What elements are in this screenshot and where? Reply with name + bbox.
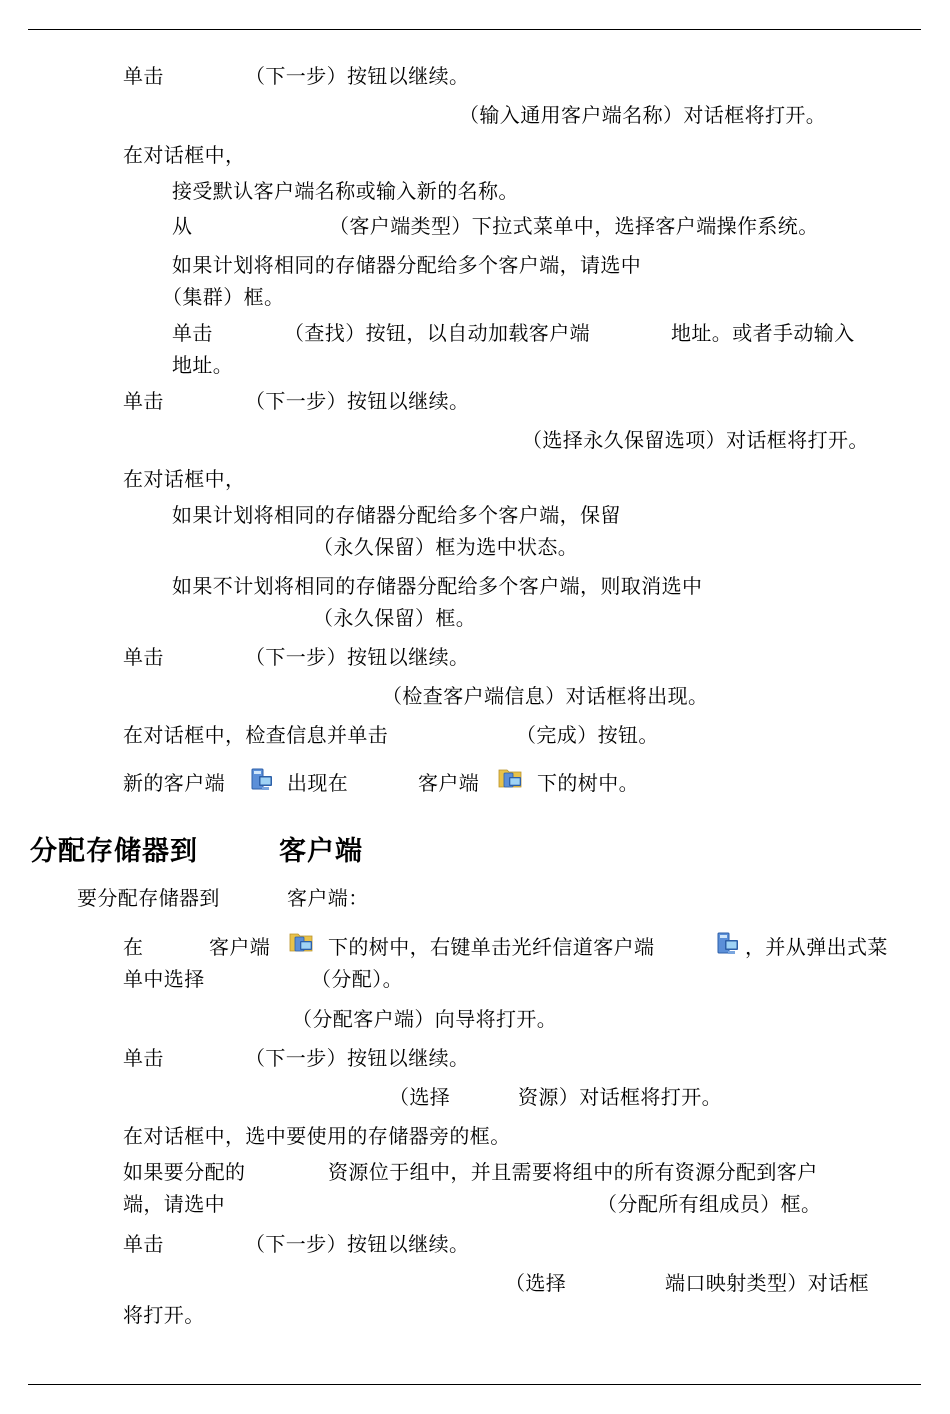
resource-in-group-1: 如果要分配的 <box>123 1160 246 1184</box>
client-type-dropdown-text: （客户端类型）下拉式菜单中，选择客户端操作系统。 <box>329 214 819 238</box>
find-click: 单击 <box>172 321 213 345</box>
select-resource-open-1: （选择 <box>389 1085 451 1109</box>
section-heading-main: 分配存储器到 <box>30 836 198 867</box>
footer-rule <box>28 1384 921 1385</box>
port-mapping-dialog-1: （选择 <box>505 1271 567 1295</box>
client-folder-icon <box>498 765 524 791</box>
finish-button-text: （完成）按钮。 <box>516 723 659 747</box>
uncheck-persistent-instruction: 如果不计划将相同的存储器分配给多个客户端，则取消选中 <box>172 574 703 598</box>
dialog-open-persistent: （选择永久保留选项）对话框将打开。 <box>522 428 869 452</box>
appears-in-text: 出现在 <box>287 771 349 795</box>
in-dialog-text: 在对话框中， <box>123 143 246 167</box>
popup-menu-text: ，并从弹出式菜 <box>745 935 888 959</box>
step-next-click-4: 单击 <box>123 1046 164 1070</box>
review-and-click: 在对话框中，检查信息并单击 <box>123 723 389 747</box>
select-resource-open-2: 资源）对话框将打开。 <box>518 1085 722 1109</box>
accept-default-name: 接受默认客户端名称或输入新的名称。 <box>172 179 519 203</box>
will-open-text: 将打开。 <box>123 1303 205 1327</box>
clients-text-2: 客户端 <box>209 935 271 959</box>
client-folder-icon <box>289 929 315 955</box>
step-next-click-2: 单击 <box>123 389 164 413</box>
right-click-fc-client: 下的树中，右键单击光纤信道客户端 <box>328 935 655 959</box>
section-heading-client: 客户端 <box>279 836 363 867</box>
step-next-continue-5: （下一步）按钮以继续。 <box>245 1232 470 1256</box>
assign-all-members-text: （分配所有组成员）框。 <box>597 1192 822 1216</box>
dialog-review-client-info: （检查客户端信息）对话框将出现。 <box>382 684 709 708</box>
dialog-open-general-name: （输入通用客户端名称）对话框将打开。 <box>459 103 827 127</box>
persistent-box-text: （永久保留）框。 <box>313 606 477 630</box>
step-next-continue-4: （下一步）按钮以继续。 <box>245 1046 470 1070</box>
in-text: 在 <box>123 935 144 959</box>
keep-persistent-instruction: 如果计划将相同的存储器分配给多个客户端，保留 <box>172 503 621 527</box>
resource-in-group-2: 资源位于组中，并且需要将组中的所有资源分配到客户 <box>328 1160 818 1184</box>
client-computer-icon <box>715 931 741 957</box>
client-computer-icon <box>249 767 275 793</box>
intro-client: 客户端： <box>287 886 369 910</box>
cluster-box-text: （集群）框。 <box>162 285 285 309</box>
address-text: 地址。 <box>172 353 234 377</box>
clients-text: 客户端 <box>418 771 480 795</box>
persistent-checked-text: （永久保留）框为选中状态。 <box>313 535 579 559</box>
cluster-instruction: 如果计划将相同的存储器分配给多个客户端，请选中 <box>172 253 642 277</box>
new-client-text: 新的客户端 <box>123 771 225 795</box>
check-storage-box-text: 在对话框中，选中要使用的存储器旁的框。 <box>123 1124 511 1148</box>
assign-menu-item-text: （分配）。 <box>311 967 403 991</box>
step-next-click-5: 单击 <box>123 1232 164 1256</box>
in-dialog-text-2: 在对话框中， <box>123 467 246 491</box>
assign-client-wizard-text: （分配客户端）向导将打开。 <box>292 1007 558 1031</box>
from-text: 从 <box>172 214 193 238</box>
please-check-text: 端，请选中 <box>123 1192 225 1216</box>
select-from-menu: 单中选择 <box>123 967 205 991</box>
step-next-click-3: 单击 <box>123 645 164 669</box>
step-next-continue-3: （下一步）按钮以继续。 <box>245 645 470 669</box>
port-mapping-dialog-2: 端口映射类型）对话框 <box>665 1271 869 1295</box>
find-button-text: （查找）按钮，以自动加载客户端 <box>284 321 590 345</box>
tree-below-text: 下的树中。 <box>537 771 639 795</box>
step-next-continue: （下一步）按钮以继续。 <box>245 64 470 88</box>
address-manual-text: 地址。或者手动输入 <box>671 321 855 345</box>
header-rule <box>28 29 921 30</box>
step-next-click: 单击 <box>123 64 164 88</box>
intro-assign-storage: 要分配存储器到 <box>77 886 220 910</box>
step-next-continue-2: （下一步）按钮以继续。 <box>245 389 470 413</box>
